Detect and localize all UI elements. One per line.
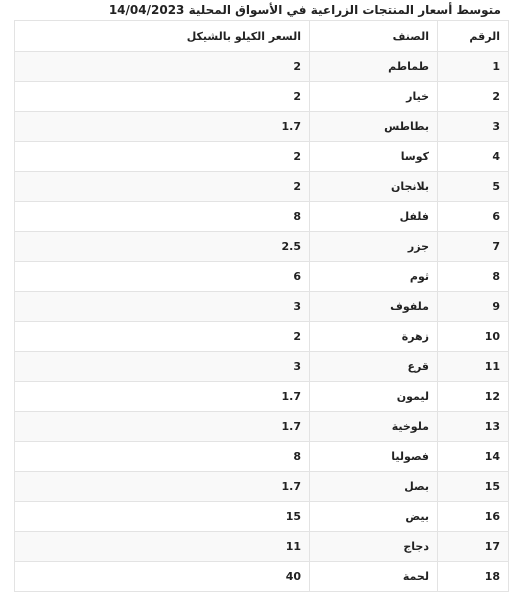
cell-item: خيار bbox=[310, 82, 438, 112]
cell-item: بصل bbox=[310, 472, 438, 502]
cell-price: 3 bbox=[15, 292, 310, 322]
cell-price: 15 bbox=[15, 502, 310, 532]
cell-number: 9 bbox=[438, 292, 509, 322]
cell-number: 16 bbox=[438, 502, 509, 532]
cell-price: 11 bbox=[15, 532, 310, 562]
cell-item: دجاج bbox=[310, 532, 438, 562]
cell-number: 12 bbox=[438, 382, 509, 412]
cell-number: 5 bbox=[438, 172, 509, 202]
cell-price: 1.7 bbox=[15, 412, 310, 442]
table-row bbox=[15, 112, 509, 142]
cell-item: قرع bbox=[310, 352, 438, 382]
cell-item: بطاطس bbox=[310, 112, 438, 142]
cell-price: 1.7 bbox=[15, 472, 310, 502]
table-caption: متوسط أسعار المنتجات الزراعية في الأسواق المحلية 14/04/2023 bbox=[108, 3, 501, 17]
cell-price: 2.5 bbox=[15, 232, 310, 262]
cell-number: 18 bbox=[438, 562, 509, 592]
header-number: الرقم bbox=[438, 21, 509, 52]
table-row bbox=[15, 472, 509, 502]
cell-item: زهرة bbox=[310, 322, 438, 352]
table-row bbox=[15, 172, 509, 202]
cell-number: 10 bbox=[438, 322, 509, 352]
cell-price: 3 bbox=[15, 352, 310, 382]
cell-number: 1 bbox=[438, 52, 509, 82]
cell-price: 2 bbox=[15, 322, 310, 352]
table-row bbox=[15, 412, 509, 442]
table-row bbox=[15, 322, 509, 352]
cell-item: طماطم bbox=[310, 52, 438, 82]
cell-price: 2 bbox=[15, 52, 310, 82]
cell-item: فلفل bbox=[310, 202, 438, 232]
table-body bbox=[15, 52, 509, 592]
cell-price: 6 bbox=[15, 262, 310, 292]
cell-item: ثوم bbox=[310, 262, 438, 292]
cell-number: 4 bbox=[438, 142, 509, 172]
table-row bbox=[15, 532, 509, 562]
cell-number: 15 bbox=[438, 472, 509, 502]
table-row bbox=[15, 442, 509, 472]
cell-item: ملوخية bbox=[310, 412, 438, 442]
table-row bbox=[15, 502, 509, 532]
cell-price: 8 bbox=[15, 442, 310, 472]
cell-number: 2 bbox=[438, 82, 509, 112]
cell-item: فصوليا bbox=[310, 442, 438, 472]
table-row bbox=[15, 232, 509, 262]
table-row bbox=[15, 562, 509, 592]
table-row bbox=[15, 352, 509, 382]
table-row bbox=[15, 292, 509, 322]
cell-item: ليمون bbox=[310, 382, 438, 412]
cell-item: ملفوف bbox=[310, 292, 438, 322]
cell-item: بلانجان bbox=[310, 172, 438, 202]
cell-item: بيض bbox=[310, 502, 438, 532]
cell-number: 11 bbox=[438, 352, 509, 382]
cell-item: كوسا bbox=[310, 142, 438, 172]
cell-number: 14 bbox=[438, 442, 509, 472]
cell-price: 2 bbox=[15, 142, 310, 172]
cell-number: 6 bbox=[438, 202, 509, 232]
cell-price: 2 bbox=[15, 82, 310, 112]
table-row bbox=[15, 202, 509, 232]
table-header-row bbox=[15, 21, 509, 52]
cell-number: 13 bbox=[438, 412, 509, 442]
cell-number: 7 bbox=[438, 232, 509, 262]
prices-table-container bbox=[14, 20, 509, 600]
cell-item: جزر bbox=[310, 232, 438, 262]
cell-number: 8 bbox=[438, 262, 509, 292]
cell-price: 1.7 bbox=[15, 382, 310, 412]
cell-price: 8 bbox=[15, 202, 310, 232]
cell-number: 3 bbox=[438, 112, 509, 142]
cell-price: 1.7 bbox=[15, 112, 310, 142]
cell-item: لحمة bbox=[310, 562, 438, 592]
table-row bbox=[15, 262, 509, 292]
header-item: الصنف bbox=[310, 21, 438, 52]
table-row bbox=[15, 142, 509, 172]
cell-number: 17 bbox=[438, 532, 509, 562]
header-price: السعر الكيلو بالشيكل bbox=[15, 21, 310, 52]
table-row bbox=[15, 52, 509, 82]
cell-price: 40 bbox=[15, 562, 310, 592]
prices-table bbox=[14, 20, 509, 592]
table-row bbox=[15, 382, 509, 412]
cell-price: 2 bbox=[15, 172, 310, 202]
table-row bbox=[15, 82, 509, 112]
